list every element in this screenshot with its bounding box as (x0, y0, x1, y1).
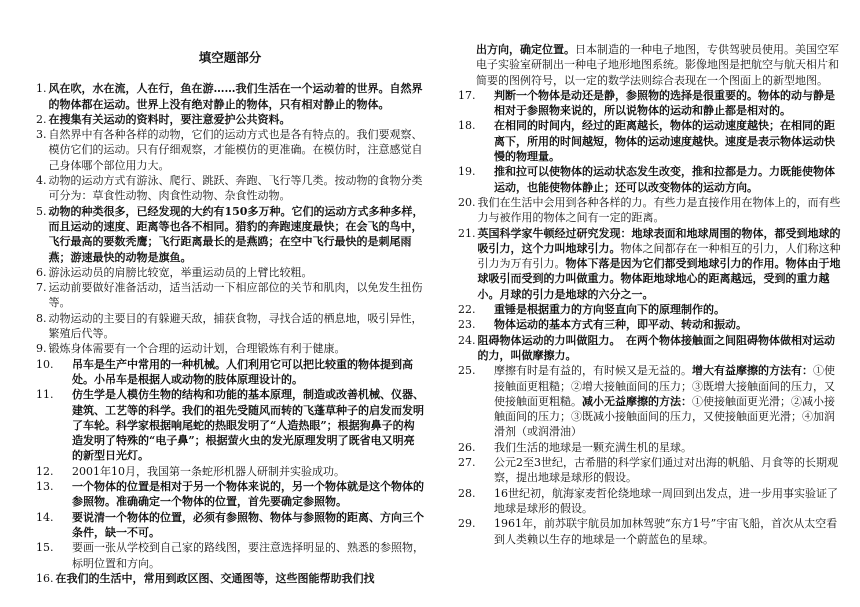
list-item (36, 127, 424, 173)
item-text-part: 减小无益摩擦的方法： (582, 394, 692, 408)
item-text: 一个物体的位置是相对于另一个物体来说的，另一个物体就是这个物体的参照物。准确确定一个物体的位置，首先要确定参照物。 (72, 480, 424, 509)
item-text-part: 英国科学家牛顿经过研究发现：地球表面和地球周围的物体，都受到地球的吸引力，这个力叫地球引力。 (477, 226, 841, 255)
item-number: 3. (36, 128, 47, 142)
item-text: 运动前要做好准备活动，适当活动一下相应部位的关节和肌肉，以免发生扭伤等。 (48, 281, 423, 310)
item-text: 我们生活的地球是一颗充满生机的星球。 (494, 440, 692, 454)
item-text: 公元2至3世纪，古希腊的科学家们通过对出海的帆船、月食等的长期观察，提出地球是球形的假设。 (494, 456, 838, 485)
item-text: 锻炼身体需要有一个合理的运动计划，合理锻炼有利于健康。 (48, 342, 346, 356)
list-item (458, 333, 842, 364)
item-text: 推和拉可以使物体的运动状态发生改变，推和拉都是力。力既能使物体运动，也能使物体静止；还可以改变物体的运动方向。 (494, 165, 835, 194)
item-number: 8. (36, 311, 47, 325)
item-number: 2. (36, 112, 47, 126)
item-number: 20. (458, 195, 476, 209)
item-number: 10. (36, 357, 54, 371)
item-text: 动物运动的主要目的有躲避天敌，捕获食物，寻找合适的栖息地，吸引异性，繁殖后代等。 (48, 311, 423, 341)
page-title: 填空题部分 (198, 50, 262, 65)
list-item (458, 164, 842, 195)
list-item (458, 302, 842, 317)
item-text: 动物的运动方式有游泳、爬行、跳跃、奔跑、飞行等几类。按动物的食物分类可分为：草食性动物、肉食性动物、杂食性动物。 (48, 174, 423, 203)
item-number: 4. (36, 174, 47, 188)
item-text: 要画一张从学校到自己家的路线图，要注意选择明显的、熟悉的参照物，标明位置和方向。 (72, 541, 424, 570)
item-number: 25. (458, 364, 476, 378)
item-text: 自然界中有各种各样的动物，它们的运动方式也是各有特点的。我们要观察、模仿它们的运动。只有仔细观察，才能模仿的更准确。在模仿时，注意感觉自己身体哪个部位用力大。 (48, 128, 423, 172)
item-number: 26. (458, 440, 476, 454)
list-item (36, 479, 424, 510)
item-number: 5. (36, 204, 47, 218)
list-item (36, 341, 424, 356)
item-number: 19. (458, 165, 476, 179)
item-text-part: ①使接触面更粗糙；②增大接触面间的压力；③既增大接触面间的压力，又使接触面更粗糙。 (494, 364, 835, 408)
item-number: 21. (458, 226, 476, 240)
item-number: 27. (458, 456, 476, 470)
item-text: 2001年10月，我国第一条蛇形机器人研制并实验成功。 (72, 464, 345, 478)
list-item (36, 387, 424, 463)
list-item (458, 455, 842, 486)
list-item (36, 81, 424, 112)
list-item (36, 112, 424, 127)
list-item (458, 363, 842, 439)
list-item (458, 195, 842, 226)
item-number: 9. (36, 342, 47, 356)
right-column (458, 42, 842, 547)
item-text: 风在吹，水在流，人在行，鱼在游……我们生活在一个运动着的世界。自然界的物体都在运动。世界上没有绝对静止的物体，只有相对静止的物体。 (48, 82, 423, 111)
list-item (36, 357, 424, 388)
item-text: 要说清一个物体的位置，必须有参照物、物体与参照物的距离、方向三个条件，缺一不可。 (72, 510, 424, 539)
list-item (36, 540, 424, 571)
item-text: 在相同的时间内，经过的距离越长，物体的运动速度越快；在相同的距离下，所用的时间越短，物体的运动速度越快。速度是表示物体运动快慢的物理量。 (494, 119, 835, 164)
continued-paragraph (458, 42, 842, 88)
item-number: 16. (36, 571, 54, 585)
item-number: 24. (458, 333, 476, 347)
item-text: 阻碍物体运动的力叫做阻力。 在两个物体接触面之间阻碍物体做相对运动的力，叫做摩擦力。 (477, 333, 835, 362)
item-number: 14. (36, 510, 54, 524)
item-number: 1. (36, 82, 47, 96)
item-number: 12. (36, 464, 54, 478)
list-item (458, 486, 842, 517)
list-item (458, 440, 842, 455)
item-number: 29. (458, 517, 476, 531)
item-number: 17. (458, 88, 476, 102)
item-number: 23. (458, 318, 476, 332)
list-item (36, 280, 424, 311)
item-text: 1961年，前苏联宇航员加加林驾驶“东方1号”宇宙飞船，首次从太空看到人类赖以生存的地球是一个蔚蓝色的星球。 (494, 517, 838, 546)
list-item (458, 88, 842, 119)
list-item (36, 265, 424, 280)
item-number: 28. (458, 486, 476, 500)
list-item (458, 317, 842, 332)
item-number: 6. (36, 265, 47, 279)
left-column (36, 0, 424, 586)
item-text: 判断一个物体是动还是静，参照物的选择是很重要的。物体的动与静是相对于参照物来说的，所以说物体的运动和静止都是相对的。 (494, 88, 835, 118)
list-item (36, 464, 424, 479)
list-item (36, 311, 424, 342)
list-item (36, 173, 424, 204)
list-item (36, 571, 424, 586)
item-number: 13. (36, 480, 54, 494)
item-text (478, 226, 843, 302)
item-text-part: 物体下落是因为它们都受到地球引力的作用。物体由于地球吸引而受到的力叫做重力。物体距地球地心的距离越远，受到的重力越小。月球的引力是地球的六分之一。 (477, 257, 841, 301)
item-number: 11. (36, 388, 54, 402)
item-text: 重锤是根据重力的方向竖直向下的原理制作的。 (494, 303, 725, 317)
item-text: 动物的种类很多，已经发现的大约有150多万种。它们的运动方式多种多样，而且运动的速度、距离等也各不相同。猎豹的奔跑速度最快；在会飞的鸟中，飞行最高的要数秃鹰；飞行距离最长的是燕鸥；在空中飞行最快的是刺尾雨燕；游速最快的动物是旗鱼。 (48, 204, 424, 264)
item-text (494, 363, 842, 439)
item-text: 游泳运动员的肩膀比较宽，举重运动员的上臂比较粗。 (48, 265, 313, 279)
item-text-part: ①使接触面更光滑；②减小接触面间的压力；③既减小接触面间的压力，又使接触面更光滑；④加润滑剂（或润滑油） (494, 394, 835, 439)
list-item (36, 510, 424, 541)
item-text: 吊车是生产中常用的一种机械。人们利用它可以把比较重的物体提到高处。小吊车是根据人或动物的肢体原理设计的。 (72, 357, 413, 386)
continued-text: 日本制造的一种电子地图，专供驾驶员使用。美国空军电子实验室研制出一种电子地形地图系统。影像地图是把航空与航天相片和简要的图例符号，以一定的数学法则综合表现在一个图面上的新型地图。 (476, 43, 839, 87)
item-text: 在搜集有关运动的资料时，要注意爱护公共资料。 (48, 112, 291, 126)
item-text-part: 物体之间都存在一种相互的引力，人们称这种引力为万有引力。 (477, 241, 841, 271)
item-text-part: 增大有益摩擦的方法有： (692, 364, 813, 378)
item-number: 15. (36, 541, 54, 555)
item-number: 22. (458, 303, 476, 317)
item-number: 18. (458, 119, 476, 133)
item-text: 16世纪初，航海家麦哲伦绕地球一周回到出发点，进一步用事实验证了地球是球形的假设。 (494, 486, 838, 515)
continued-bold-text: 出方向，确定位置。 (476, 43, 575, 56)
item-text: 在我们的生活中，常用到政区图、交通图等，这些图能帮助我们找 (55, 571, 375, 585)
item-text: 仿生学是人模仿生物的结构和功能的基本原理，制造或改善机械、仪器、建筑、工艺等的科学。我们的祖先受随风而转的飞蓬草种子的启发而发明了车轮。科学家根据响尾蛇的热眼发明了“人造热眼”；根据狗鼻子的构造发明了特殊的“电子鼻”；根据萤火虫的发光原理发明了既省电又明亮的新型日光灯。 (72, 388, 424, 463)
item-number: 7. (36, 281, 47, 295)
list-item (458, 226, 842, 302)
list-item (36, 204, 424, 265)
item-text: 物体运动的基本方式有三种，即平动、转动和振动。 (494, 318, 747, 332)
item-text: 我们在生活中会用到各种各样的力。有些力是直接作用在物体上的，而有些力与被作用的物体之间有一定的距离。 (477, 195, 841, 225)
item-text-part: 摩擦有时是有益的，有时候又是无益的。 (494, 364, 692, 378)
list-item (458, 516, 842, 547)
list-item (458, 118, 842, 164)
